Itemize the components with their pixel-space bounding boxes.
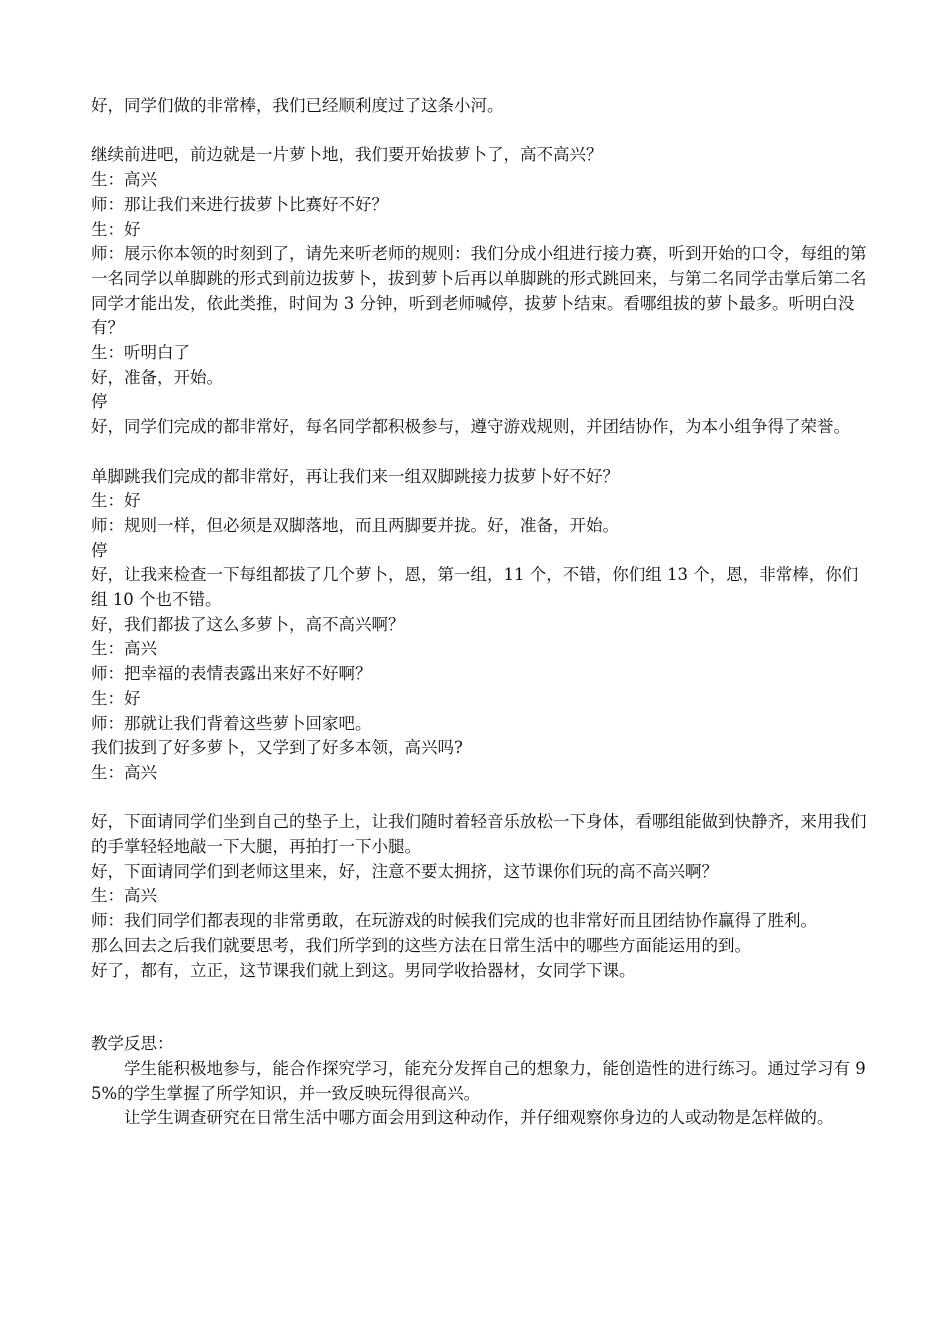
text-line: 师：那让我们来进行拔萝卜比赛好不好？	[91, 194, 388, 214]
blank-line	[91, 786, 871, 811]
text-line: 师：规则一样，但必须是双脚落地，而且两脚要并拢。好，准备，开始。	[91, 515, 619, 535]
text-line: 好了，都有，立正，这节课我们就上到这。男同学收拾器材，女同学下课。	[91, 960, 636, 980]
text-line: 好，同学们做的非常棒，我们已经顺利度过了这条小河。	[91, 96, 504, 115]
text-line: 好，下面请同学们到老师这里来，好，注意不要太拥挤，这节课你们玩的高不高兴啊？	[91, 861, 718, 881]
text-line: 那么回去之后我们就要思考，我们所学到的这些方法在日常生活中的哪些方面能运用的到。	[91, 935, 751, 955]
text-line: 我们拔到了好多萝卜，又学到了好多本领，高兴吗?	[91, 738, 463, 758]
text-line: 好，我们都拔了这么多萝卜，高不高兴啊？	[91, 614, 405, 634]
blank-line	[91, 119, 871, 144]
text-line: 停	[91, 540, 108, 560]
text-line: 生：高兴	[91, 762, 157, 782]
reflection-heading: 教学反思：	[91, 1034, 174, 1054]
text-paragraph: 师：我们同学们都表现的非常勇敢，在玩游戏的时候我们完成的也非常好而且团结协作赢得了胜利。	[91, 911, 817, 931]
blank-space	[91, 983, 871, 1032]
text-paragraph: 好，让我来检查一下每组都拔了几个萝卜，恩，第一组，11 个，不错，你们组 13 个，恩，非常棒，你们组 10 个也不错。	[91, 565, 859, 610]
text-line: 生：听明白了	[91, 343, 190, 363]
reflection-paragraph: 让学生调查研究在日常生活中哪方面会用到这种动作，并仔细观察你身边的人或动物是怎样做的。	[124, 1108, 834, 1128]
text-line: 师：那就让我们背着这些萝卜回家吧。	[91, 713, 372, 733]
text-line: 生：好	[91, 491, 141, 511]
reflection-paragraph: 学生能积极地参与，能合作探究学习，能充分发挥自己的想象力，能创造性的进行练习。通过学习有 95%的学生掌握了所学知识，并一致反映玩得很高兴。	[91, 1058, 866, 1103]
text-line: 停	[91, 392, 108, 412]
text-line: 生：高兴	[91, 639, 157, 659]
text-line: 单脚跳我们完成的都非常好，再让我们来一组双脚跳接力拔萝卜好不好？	[91, 466, 619, 486]
document-body	[91, 94, 871, 1131]
text-line: 生：好	[91, 688, 141, 708]
text-line: 师：把幸福的表情表露出来好不好啊？	[91, 664, 372, 684]
text-paragraph: 好，下面请同学们坐到自己的垫子上，让我们随时着轻音乐放松一下身体，看哪组能做到快静齐，来用我们的手掌轻轻地敲一下大腿，再拍打一下小腿。	[91, 812, 867, 857]
text-line: 生：高兴	[91, 886, 157, 906]
text-paragraph: 师：展示你本领的时刻到了，请先来听老师的规则：我们分成小组进行接力赛，听到开始的口令，每组的第一名同学以单脚跳的形式到前边拔萝卜，拔到萝卜后再以单脚跳的形式跳回来，与第二名同学击掌后第二名同学才能出发，依此类推，时间为 3 分钟，听到老师喊停，拔萝卜结束。看哪组拔的萝卜最多。听明白没有？	[91, 244, 867, 338]
text-line: 继续前进吧，前边就是一片萝卜地，我们要开始拔萝卜了，高不高兴？	[91, 145, 603, 165]
text-paragraph: 好，同学们完成的都非常好，每名同学都积极参与，遵守游戏规则，并团结协作，为本小组争得了荣誉。	[91, 417, 850, 437]
blank-line	[91, 440, 871, 465]
text-line: 好，准备，开始。	[91, 367, 223, 387]
text-line: 生：高兴	[91, 170, 157, 190]
text-line: 生：好	[91, 219, 141, 239]
